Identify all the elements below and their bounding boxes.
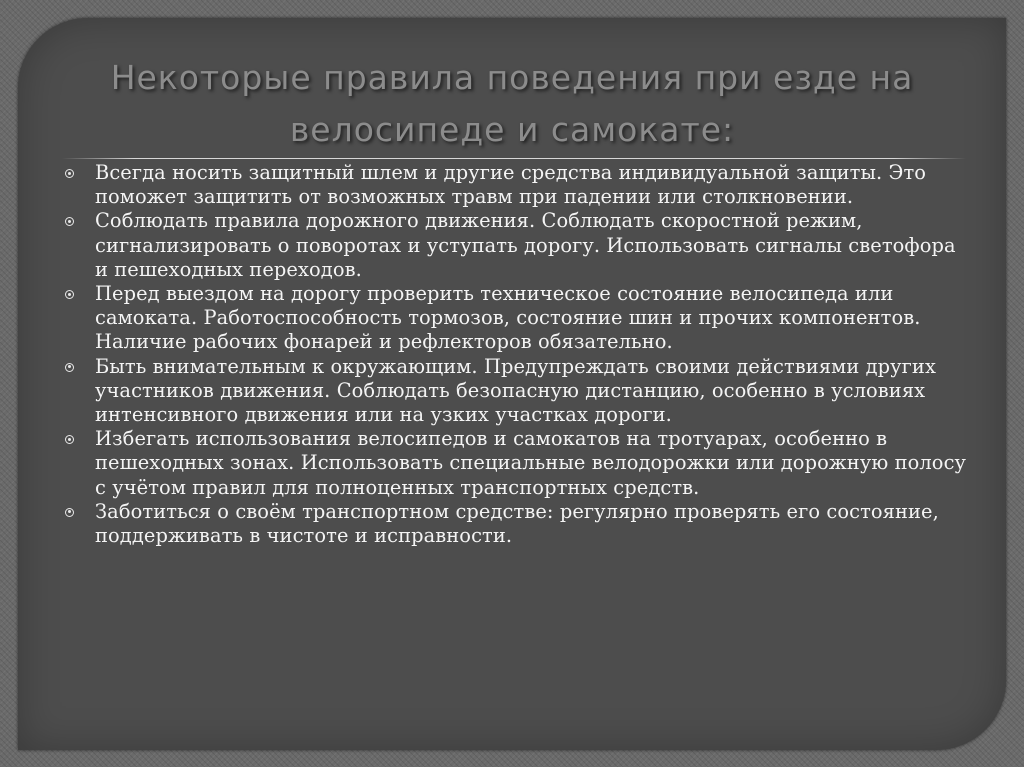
bullet-item-maintenance (62, 500, 972, 548)
bullet-text: Перед выездом на дорогу проверить техническое состояние велосипеда или самоката. Работоспособность тормозов, состояние шин и прочих компонентов. Наличие рабочих фонарей и рефлекторов обязательно. (95, 282, 921, 354)
circle-dot-bullet-icon (65, 169, 74, 178)
circle-dot-bullet-icon (65, 217, 74, 226)
bullet-item-helmet (62, 161, 972, 209)
circle-dot-bullet-icon (65, 435, 74, 444)
bullet-item-sidewalks (62, 427, 972, 500)
bullet-text: Заботиться о своём транспортном средстве: регулярно проверять его состояние, поддерживать в чистоте и исправности. (95, 499, 939, 548)
circle-dot-bullet-icon (65, 290, 74, 299)
bullet-item-traffic-rules (62, 209, 972, 282)
bullet-text: Соблюдать правила дорожного движения. Соблюдать скоростной режим, сигнализировать о поворотах и уступать дорогу. Использовать сигналы светофора и пешеходных переходов. (95, 209, 956, 281)
bullet-text: Избегать использования велосипедов и самокатов на тротуарах, особенно в пешеходных зонах. Использовать специальные велодорожки или дорожную полосу с учётом правил для полноценных транспортных средств. (95, 427, 967, 499)
bullet-item-technical-check (62, 282, 972, 355)
bullet-item-attentiveness (62, 355, 972, 428)
slide-title-line-1: Некоторые правила поведения при езде на (110, 58, 914, 97)
bullet-text: Всегда носить защитный шлем и другие средства индивидуальной защиты. Это поможет защитить от возможных травм при падении или столкновении. (95, 161, 927, 209)
circle-dot-bullet-icon (65, 508, 74, 517)
slide (18, 18, 1006, 750)
slide-title (58, 52, 966, 156)
slide-title-line-2: велосипеде и самокате: (289, 110, 735, 149)
bullet-text: Быть внимательным к окружающим. Предупреждать своими действиями других участников движения. Соблюдать безопасную дистанцию, особенно в условиях интенсивного движения или на узких участках дороги. (95, 354, 936, 427)
title-divider (62, 158, 966, 159)
circle-dot-bullet-icon (65, 363, 74, 372)
bullet-list (62, 161, 972, 548)
